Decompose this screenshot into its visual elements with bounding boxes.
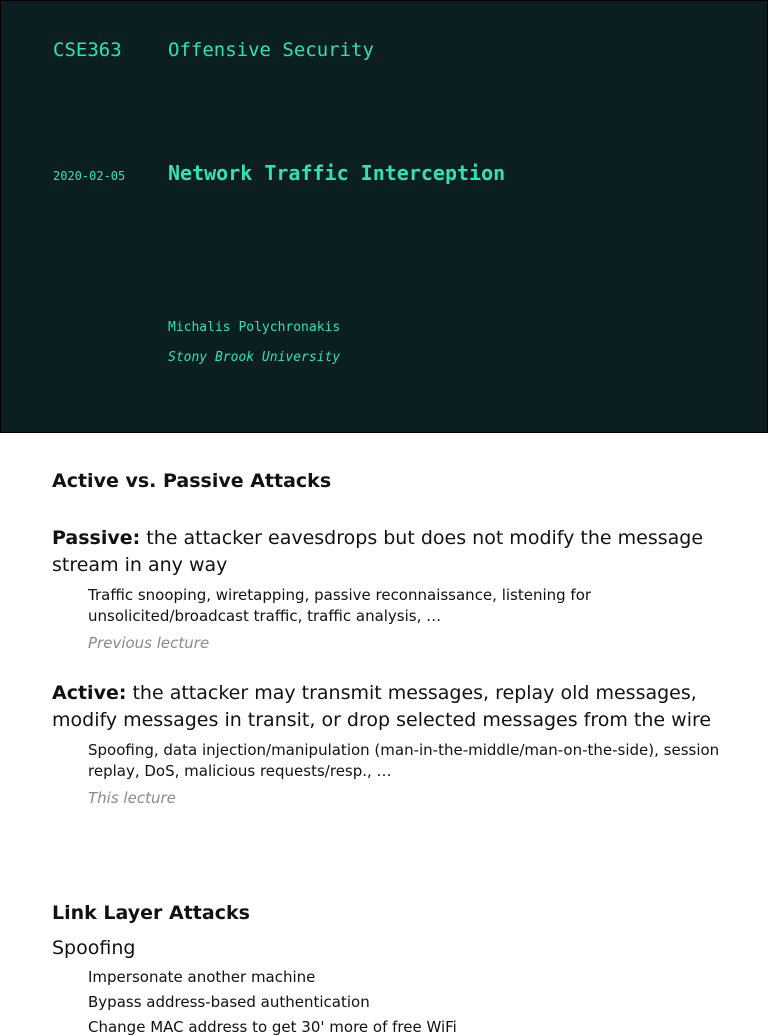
list-item: Bypass address-based authentication — [88, 993, 370, 1011]
course-code: CSE363 — [53, 39, 122, 61]
passive-text: the attacker eavesdrops but does not modify the message stream in any way — [52, 527, 704, 576]
slide-title: Link Layer Attacks — [52, 902, 250, 924]
passive-note: Previous lecture — [88, 634, 210, 652]
passive-examples: Traffic snooping, wiretapping, passive reconnaissance, listening for unsolicited/broadcast traffic, traffic analysis, … — [88, 586, 592, 625]
slide-title: Active vs. Passive Attacks — [52, 470, 332, 492]
slide-link-layer-attacks — [0, 852, 768, 1036]
passive-label: Passive: — [52, 527, 141, 549]
slide-active-vs-passive — [0, 432, 768, 852]
author-name: Michalis Polychronakis — [168, 320, 341, 335]
active-label: Active: — [52, 682, 127, 704]
topic-spoofing: Spoofing — [52, 937, 136, 959]
passive-definition — [52, 525, 732, 579]
active-text: the attacker may transmit messages, replay old messages, modify messages in transit, or drop selected messages from the wire — [52, 682, 712, 731]
affiliation: Stony Brook University — [168, 350, 341, 365]
active-note: This lecture — [88, 789, 176, 807]
title-slide — [0, 0, 768, 433]
list-item: Change MAC address to get 30' more of free WiFi — [88, 1018, 457, 1036]
lecture-title: Network Traffic Interception — [168, 161, 506, 185]
active-examples: Spoofing, data injection/manipulation (man-in-the-middle/man-on-the-side), session replay, DoS, malicious requests/resp., … — [88, 741, 720, 780]
active-definition — [52, 680, 732, 734]
lecture-date: 2020-02-05 — [53, 169, 126, 183]
list-item: Impersonate another machine — [88, 968, 316, 986]
course-name: Offensive Security — [168, 39, 374, 61]
